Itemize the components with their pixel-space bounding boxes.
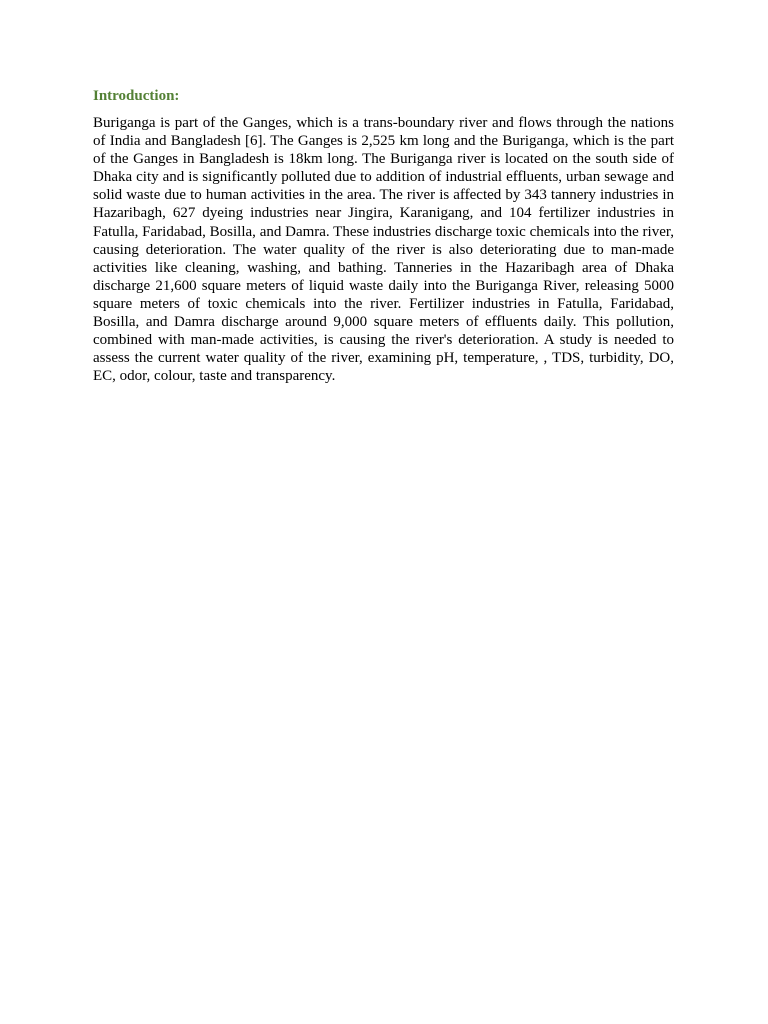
section-heading: Introduction:: [93, 88, 180, 104]
document-content: [93, 87, 674, 385]
body-paragraph: Buriganga is part of the Ganges, which is a trans-boundary river and flows through the nations of India and Bangladesh [6]. The Ganges is 2,525 km long and the Buriganga, which is the part of the Ganges in Bangladesh is 18km long. The Buriganga river is located on the south side of Dhaka city and is significantly polluted due to addition of industrial effluents, urban sewage and solid waste due to human activities in the area. The river is affected by 343 tannery industries in Hazaribagh, 627 dyeing industries near Jingira, Karanigang, and 104 fertilizer industries in Fatulla, Faridabad, Bosilla, and Damra. These industries discharge toxic chemicals into the river, causing deterioration. The water quality of the river is also deteriorating due to man-made activities like cleaning, washing, and bathing. Tanneries in the Hazaribagh area of Dhaka discharge 21,600 square meters of liquid waste daily into the Buriganga River, releasing 5000 square meters of toxic chemicals into the river. Fertilizer industries in Fatulla, Faridabad, Bosilla, and Damra discharge around 9,000 square meters of effluents daily. This pollution, combined with man-made activities, is causing the river's deterioration. A study is needed to assess the current water quality of the river, examining pH, temperature, , TDS, turbidity, DO, EC, odor, colour, taste and transparency.: [93, 115, 674, 385]
